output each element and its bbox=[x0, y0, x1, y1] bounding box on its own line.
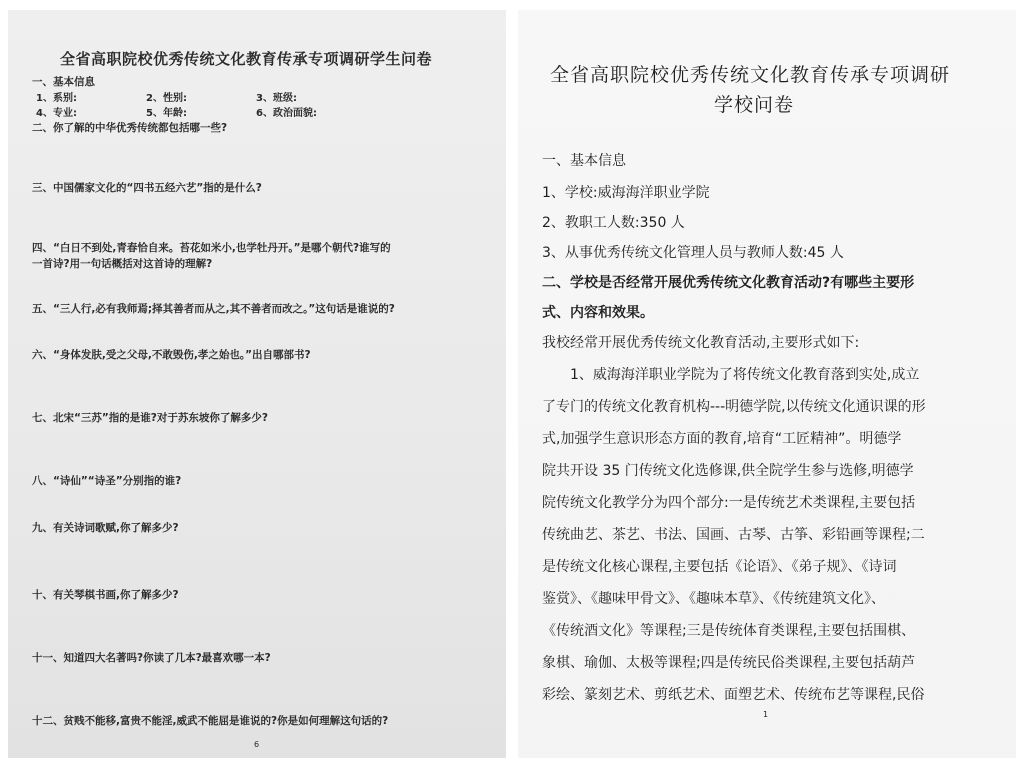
student-questionnaire-title: 全省高职院校优秀传统文化教育传承专项调研学生问卷 bbox=[60, 50, 433, 68]
answer-body-line: 1、威海海洋职业学院为了将传统文化教育落到实处,成立 bbox=[570, 367, 920, 383]
field-political-status: 6、政治面貌: bbox=[256, 108, 317, 119]
question-2-heading-line2: 式、内容和效果。 bbox=[542, 305, 654, 321]
info-culture-staff-count: 3、从事优秀传统文化管理人员与教师人数:45 人 bbox=[542, 245, 844, 261]
school-questionnaire-title-line2: 学校问卷 bbox=[714, 94, 795, 116]
question-4-line1: 四、“白日不到处,青春恰自来。苔花如米小,也学牡丹开。”是哪个朝代?谁写的 bbox=[32, 242, 391, 254]
question-8: 八、“诗仙”“诗圣”分别指的谁? bbox=[32, 475, 182, 487]
answer-body-line: 式,加强学生意识形态方面的教育,培育“工匠精神”。明德学 bbox=[542, 431, 902, 447]
answer-body-line: 彩绘、篆刻艺术、剪纸艺术、面塑艺术、传统布艺等课程,民俗 bbox=[542, 687, 925, 703]
question-2-heading-line1: 二、学校是否经常开展优秀传统文化教育活动?有哪些主要形 bbox=[542, 275, 915, 291]
field-age: 5、年龄: bbox=[146, 108, 187, 119]
school-questionnaire-title-line1: 全省高职院校优秀传统文化教育传承专项调研 bbox=[550, 64, 951, 86]
field-department: 1、系别: bbox=[36, 93, 77, 104]
question-12: 十二、贫贱不能移,富贵不能淫,威武不能屈是谁说的?你是如何理解这句话的? bbox=[32, 715, 389, 727]
info-school: 1、学校:威海海洋职业学院 bbox=[542, 185, 710, 201]
question-5: 五、“三人行,必有我师焉;择其善者而从之,其不善者而改之。”这句话是谁说的? bbox=[32, 303, 395, 315]
answer-body-line: 象棋、瑜伽、太极等课程;四是传统民俗类课程,主要包括葫芦 bbox=[542, 655, 916, 671]
question-10: 十、有关琴棋书画,你了解多少? bbox=[32, 589, 179, 601]
question-9: 九、有关诗词歌赋,你了解多少? bbox=[32, 522, 179, 534]
info-staff-count: 2、教职工人数:350 人 bbox=[542, 215, 685, 231]
field-gender: 2、性别: bbox=[146, 93, 187, 104]
field-class: 3、班级: bbox=[256, 93, 297, 104]
question-6: 六、“身体发肤,受之父母,不敢毁伤,孝之始也。”出自哪部书? bbox=[32, 349, 311, 361]
question-3: 三、中国儒家文化的“四书五经六艺”指的是什么? bbox=[32, 182, 262, 194]
answer-body-line: 了专门的传统文化教育机构---明德学院,以传统文化通识课的形 bbox=[542, 399, 926, 415]
field-major: 4、专业: bbox=[36, 108, 77, 119]
answer-body-line: 《传统酒文化》等课程;三是传统体育类课程,主要包括围棋、 bbox=[542, 623, 916, 639]
answer-body-line: 院共开设 35 门传统文化选修课,供全院学生参与选修,明德学 bbox=[542, 463, 914, 479]
school-basic-info-heading: 一、基本信息 bbox=[542, 153, 626, 169]
right-page-number: 1 bbox=[763, 710, 769, 719]
question-4-line2: 一首诗?用一句话概括对这首诗的理解? bbox=[32, 258, 213, 270]
answer-intro: 我校经常开展优秀传统文化教育活动,主要形式如下: bbox=[542, 335, 860, 351]
question-2: 二、你了解的中华优秀传统都包括哪一些? bbox=[32, 122, 228, 134]
basic-info-heading: 一、基本信息 bbox=[32, 76, 95, 88]
school-questionnaire-page bbox=[518, 10, 1016, 758]
answer-body-line: 院传统文化教学分为四个部分:一是传统艺术类课程,主要包括 bbox=[542, 495, 916, 511]
answer-body-line: 鉴赏》、《趣味甲骨文》、《趣味本草》、《传统建筑文化》、 bbox=[542, 591, 885, 607]
student-questionnaire-page bbox=[8, 10, 506, 758]
question-7: 七、北宋“三苏”指的是谁?对于苏东坡你了解多少? bbox=[32, 412, 268, 424]
left-page-number: 6 bbox=[254, 740, 260, 749]
question-11: 十一、知道四大名著吗?你读了几本?最喜欢哪一本? bbox=[32, 652, 271, 664]
answer-body-line: 传统曲艺、茶艺、书法、国画、古琴、古筝、彩铅画等课程;二 bbox=[542, 527, 925, 543]
answer-body-line: 是传统文化核心课程,主要包括《论语》、《弟子规》、《诗词 bbox=[542, 559, 897, 575]
